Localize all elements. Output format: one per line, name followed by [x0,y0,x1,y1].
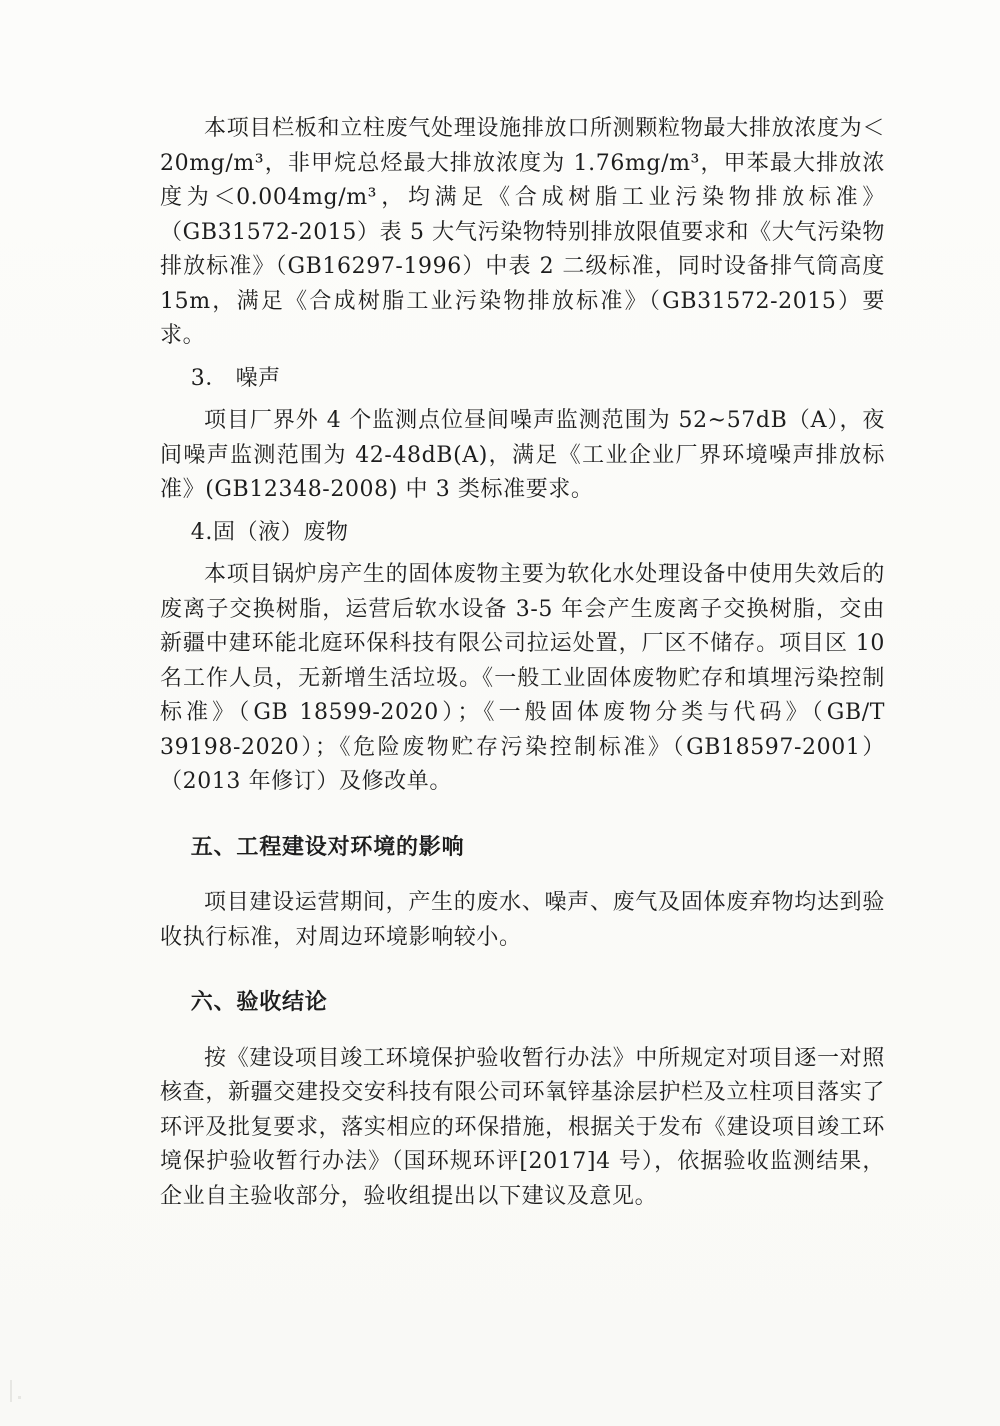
scan-mark [10,1380,12,1402]
exhaust-gas-paragraph: 本项目栏板和立柱废气处理设施排放口所测颗粒物最大排放浓度为＜20mg/m³，非甲烷总烃最大排放浓度为 1.76mg/m³，甲苯最大排放浓度为＜0.004mg/m³，均满足《合成树脂工业污染物排放标准》（GB31572-2015）表 5 大气污染物特别排放限值要求和《大气污染物排放标准》（GB16297-1996）中表 2 二级标准，同时设备排气筒高度 15m，满足《合成树脂工业污染物排放标准》（GB31572-2015）要求。 [160,116,885,348]
noise-section-title: 3． 噪声 [190,365,281,391]
solid-waste-paragraph: 本项目锅炉房产生的固体废物主要为软化水处理设备中使用失效后的废离子交换树脂，运营后软水设备 3-5 年会产生废离子交换树脂，交由新疆中建环能北庭环保科技有限公司拉运处置，厂区不储存。项目区 10 名工作人员，无新增生活垃圾。《一般工业固体废物贮存和填埋污染控制标准》（GB 18599-2020）；《一般固体废物分类与代码》（GB/T 39198-2020）；《危险废物贮存污染控制标准》（GB18597-2001）（2013 年修订）及修改单。 [160,562,885,794]
document-body [160,112,885,1214]
scan-mark [18,1396,21,1399]
solid-waste-section-title: 4.固（液）废物 [190,519,349,545]
acceptance-conclusion-heading: 六、验收结论 [190,989,328,1015]
environmental-impact-paragraph: 项目建设运营期间，产生的废水、噪声、废气及固体废弃物均达到验收执行标准，对周边环境影响较小。 [160,890,885,950]
noise-paragraph: 项目厂界外 4 个监测点位昼间噪声监测范围为 52~57dB（A），夜间噪声监测范围为 42-48dB(A)，满足《工业企业厂界环境噪声排放标准》(GB12348-2008) 中 3 类标准要求。 [160,408,885,502]
environmental-impact-heading: 五、工程建设对环境的影响 [190,833,465,860]
acceptance-conclusion-paragraph: 按《建设项目竣工环境保护验收暂行办法》中所规定对项目逐一对照核查，新疆交建投交安科技有限公司环氧锌基涂层护栏及立柱项目落实了环评及批复要求，落实相应的环保措施，根据关于发布《建设项目竣工环境保护验收暂行办法》（国环规环评[2017]4 号），依据验收监测结果，企业自主验收部分，验收组提出以下建议及意见。 [160,1045,885,1209]
